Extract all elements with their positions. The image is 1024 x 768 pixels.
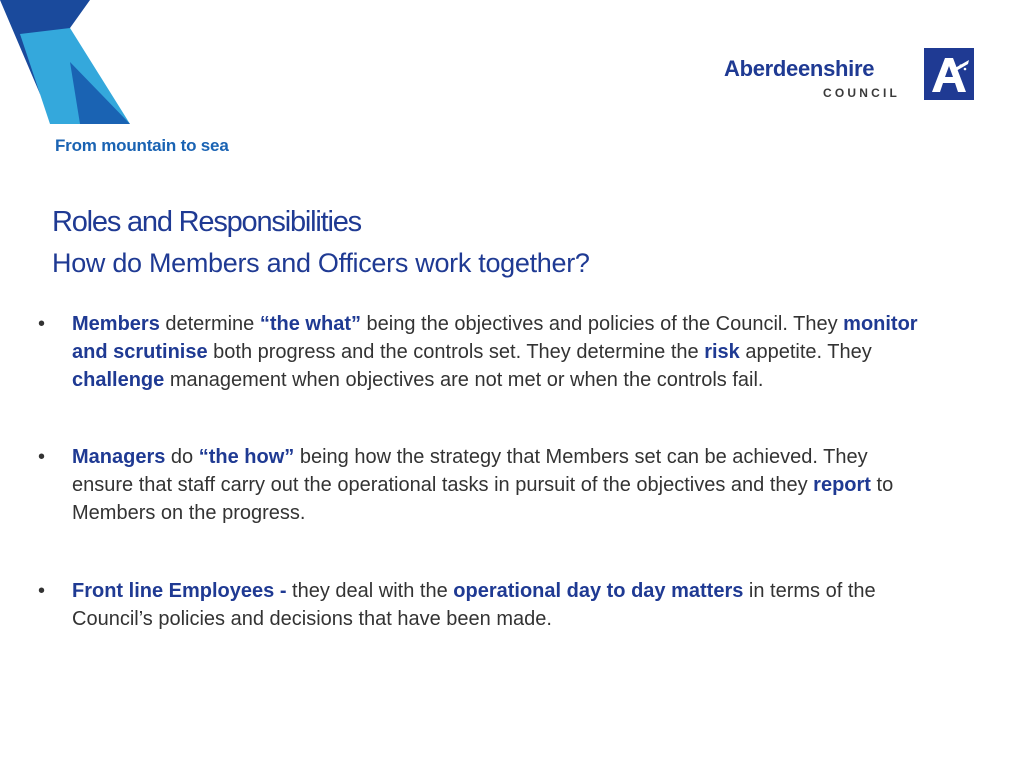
brand-name: Aberdeenshire: [724, 56, 875, 81]
slide-title: Roles and Responsibilities: [52, 206, 361, 238]
bold-phrase: challenge: [72, 369, 165, 391]
text-run: to Members on the progress.: [72, 474, 894, 524]
bold-phrase: risk: [704, 341, 740, 363]
text-run: in terms of the Council’s policies and decisions that have been made.: [72, 580, 876, 630]
text-run: being the objectives and policies of the Council. They: [361, 313, 844, 335]
bold-phrase: Managers: [72, 446, 166, 468]
bullet-text: [72, 443, 918, 527]
bold-phrase: monitor and scrutinise: [72, 313, 918, 363]
bullet-list: [38, 310, 918, 633]
bold-phrase: “the what”: [259, 313, 361, 335]
bold-phrase: Front line Employees -: [72, 580, 287, 602]
text-run: do: [165, 446, 199, 468]
text-run: management when objectives are not met or when the controls fail.: [164, 369, 764, 391]
council-logo: [724, 48, 976, 104]
bold-phrase: report: [813, 474, 871, 496]
bold-phrase: operational day to day matters: [453, 580, 744, 602]
bullet-dot-icon: •: [38, 580, 46, 602]
text-run: being how the strategy that Members set can be achieved. They ensure that staff carry out the operational tasks in pursuit of the objectives and they: [72, 446, 868, 496]
bullet-item: [38, 310, 918, 394]
aberdeenshire-logo-icon: [924, 48, 974, 100]
bullet-text: [72, 310, 918, 394]
slide-subtitle: How do Members and Officers work together?: [52, 248, 590, 278]
bullet-item: [38, 443, 918, 527]
text-run: appetite. They: [739, 341, 872, 363]
bullet-text: [72, 577, 918, 633]
bullet-item: [38, 577, 918, 633]
text-run: both progress and the controls set. They determine the: [207, 341, 705, 363]
decorative-triangles: [0, 0, 140, 130]
text-run: determine: [159, 313, 260, 335]
bullet-dot-icon: •: [38, 446, 46, 468]
tagline: From mountain to sea: [55, 136, 229, 155]
bold-phrase: Members: [72, 313, 160, 335]
bullet-dot-icon: •: [38, 313, 46, 335]
brand-sub: COUNCIL: [823, 86, 901, 100]
text-run: they deal with the: [286, 580, 454, 602]
bold-phrase: “the how”: [198, 446, 295, 468]
